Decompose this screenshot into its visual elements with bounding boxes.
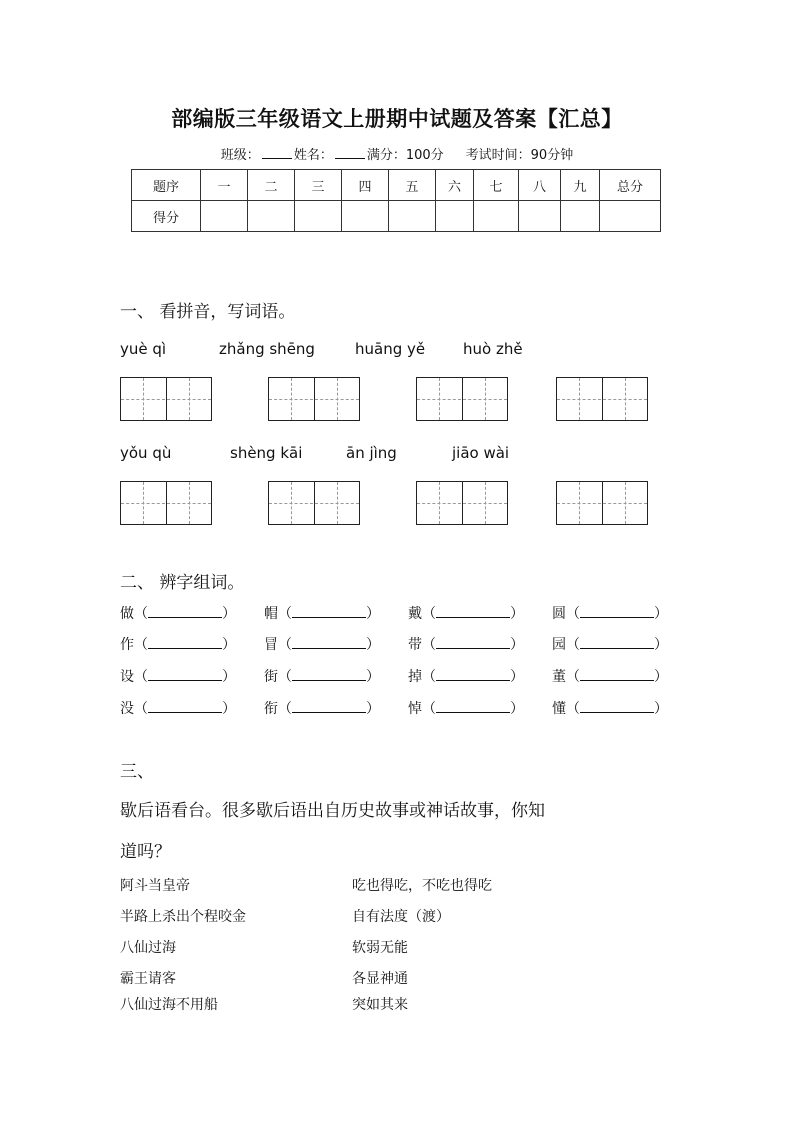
score-col-9: 九 — [561, 170, 600, 201]
name-blank[interactable] — [335, 146, 365, 159]
pinyin-huangye: huāng yě — [355, 340, 426, 358]
score-col-5: 五 — [389, 170, 436, 201]
section2-title: 二、 辨字组词。 — [120, 573, 245, 593]
score-cell[interactable] — [436, 201, 474, 232]
score-col-8: 八 — [519, 170, 561, 201]
score-col-2: 二 — [248, 170, 295, 201]
pinyin-shengkai: shèng kāi — [230, 444, 303, 462]
pinyin-yueqi: yuè qì — [120, 340, 167, 358]
section1-title: 一、 看拼音，写词语。 — [120, 302, 296, 322]
xiehouyu-left-item[interactable]: 半路上杀出个程咬金 — [120, 909, 246, 925]
tian-grid-row-2 — [0, 481, 794, 527]
xiehouyu-right-item[interactable]: 吃也得吃，不吃也得吃 — [352, 878, 492, 894]
tian-grid-box[interactable] — [556, 481, 648, 525]
score-cell[interactable] — [389, 201, 436, 232]
tian-grid-box[interactable] — [268, 377, 360, 421]
exam-time: 考试时间：90分钟 — [465, 148, 574, 163]
tian-grid-box[interactable] — [416, 377, 508, 421]
char-fill-item[interactable]: 董（ ） — [552, 669, 668, 685]
score-table-header-row — [132, 170, 661, 201]
score-col-7: 七 — [474, 170, 519, 201]
xiehouyu-left-item[interactable]: 八仙过海不用船 — [120, 997, 218, 1013]
score-table — [131, 169, 661, 232]
score-header-label: 题序 — [132, 170, 201, 201]
xiehouyu-right-item[interactable]: 自有法度（渡） — [352, 909, 450, 925]
score-cell[interactable] — [519, 201, 561, 232]
char-fill-item[interactable]: 帽（ ） — [264, 606, 380, 622]
char-fill-item[interactable]: 作（ ） — [120, 637, 236, 653]
score-row-label: 得分 — [132, 201, 201, 232]
tian-grid-box[interactable] — [416, 481, 508, 525]
char-fill-item[interactable]: 圆（ ） — [552, 606, 668, 622]
xiehouyu-right-item[interactable]: 软弱无能 — [352, 940, 408, 956]
full-score: 满分：100分 — [366, 148, 444, 163]
xiehouyu-right-item[interactable]: 突如其来 — [352, 997, 408, 1013]
score-col-total: 总分 — [600, 170, 661, 201]
class-blank[interactable] — [262, 146, 292, 159]
page-title: 部编版三年级语文上册期中试题及答案【汇总】 — [171, 107, 623, 131]
tian-grid-row-1 — [0, 377, 794, 423]
score-col-1: 一 — [201, 170, 248, 201]
score-table-score-row — [132, 201, 661, 232]
name-label: 姓名： — [293, 148, 333, 163]
score-cell[interactable] — [342, 201, 389, 232]
tian-grid-box[interactable] — [268, 481, 360, 525]
char-fill-item[interactable]: 街（ ） — [264, 669, 380, 685]
pinyin-anjing: ān jìng — [346, 444, 397, 462]
section3-number: 三、 — [120, 762, 154, 782]
section3-prompt-line1: 歇后语看台。很多歇后语出自历史故事或神话故事，你知 — [120, 801, 545, 821]
score-col-4: 四 — [342, 170, 389, 201]
tian-grid-box[interactable] — [120, 377, 212, 421]
score-cell[interactable] — [295, 201, 342, 232]
score-cell[interactable] — [201, 201, 248, 232]
pinyin-zhangsheng: zhǎng shēng — [219, 340, 315, 358]
char-fill-item[interactable]: 设（ ） — [120, 669, 236, 685]
score-col-3: 三 — [295, 170, 342, 201]
section3-prompt-line2: 道吗？ — [120, 842, 171, 862]
char-fill-item[interactable]: 掉（ ） — [408, 669, 524, 685]
char-fill-item[interactable]: 园（ ） — [552, 637, 668, 653]
char-fill-item[interactable]: 懂（ ） — [552, 701, 668, 717]
char-fill-item[interactable]: 冒（ ） — [264, 637, 380, 653]
pinyin-jiaowai: jiāo wài — [452, 444, 510, 462]
char-fill-item[interactable]: 没（ ） — [120, 701, 236, 717]
char-fill-item[interactable]: 悼（ ） — [408, 701, 524, 717]
pinyin-huozhe: huò zhě — [463, 340, 523, 358]
xiehouyu-left-item[interactable]: 阿斗当皇帝 — [120, 878, 190, 894]
tian-grid-box[interactable] — [120, 481, 212, 525]
score-cell[interactable] — [561, 201, 600, 232]
xiehouyu-left-item[interactable]: 八仙过海 — [120, 940, 176, 956]
score-cell[interactable] — [474, 201, 519, 232]
char-fill-item[interactable]: 戴（ ） — [408, 606, 524, 622]
score-col-6: 六 — [436, 170, 474, 201]
xiehouyu-left-item[interactable]: 霸王请客 — [120, 971, 176, 987]
pinyin-youqu: yǒu qù — [120, 444, 172, 462]
class-label: 班级： — [220, 148, 260, 163]
score-cell[interactable] — [600, 201, 661, 232]
exam-info — [0, 144, 794, 163]
char-fill-item[interactable]: 带（ ） — [408, 637, 524, 653]
char-fill-item[interactable]: 做（ ） — [120, 606, 236, 622]
score-cell[interactable] — [248, 201, 295, 232]
tian-grid-box[interactable] — [556, 377, 648, 421]
xiehouyu-right-item[interactable]: 各显神通 — [352, 971, 408, 987]
char-fill-item[interactable]: 衔（ ） — [264, 701, 380, 717]
